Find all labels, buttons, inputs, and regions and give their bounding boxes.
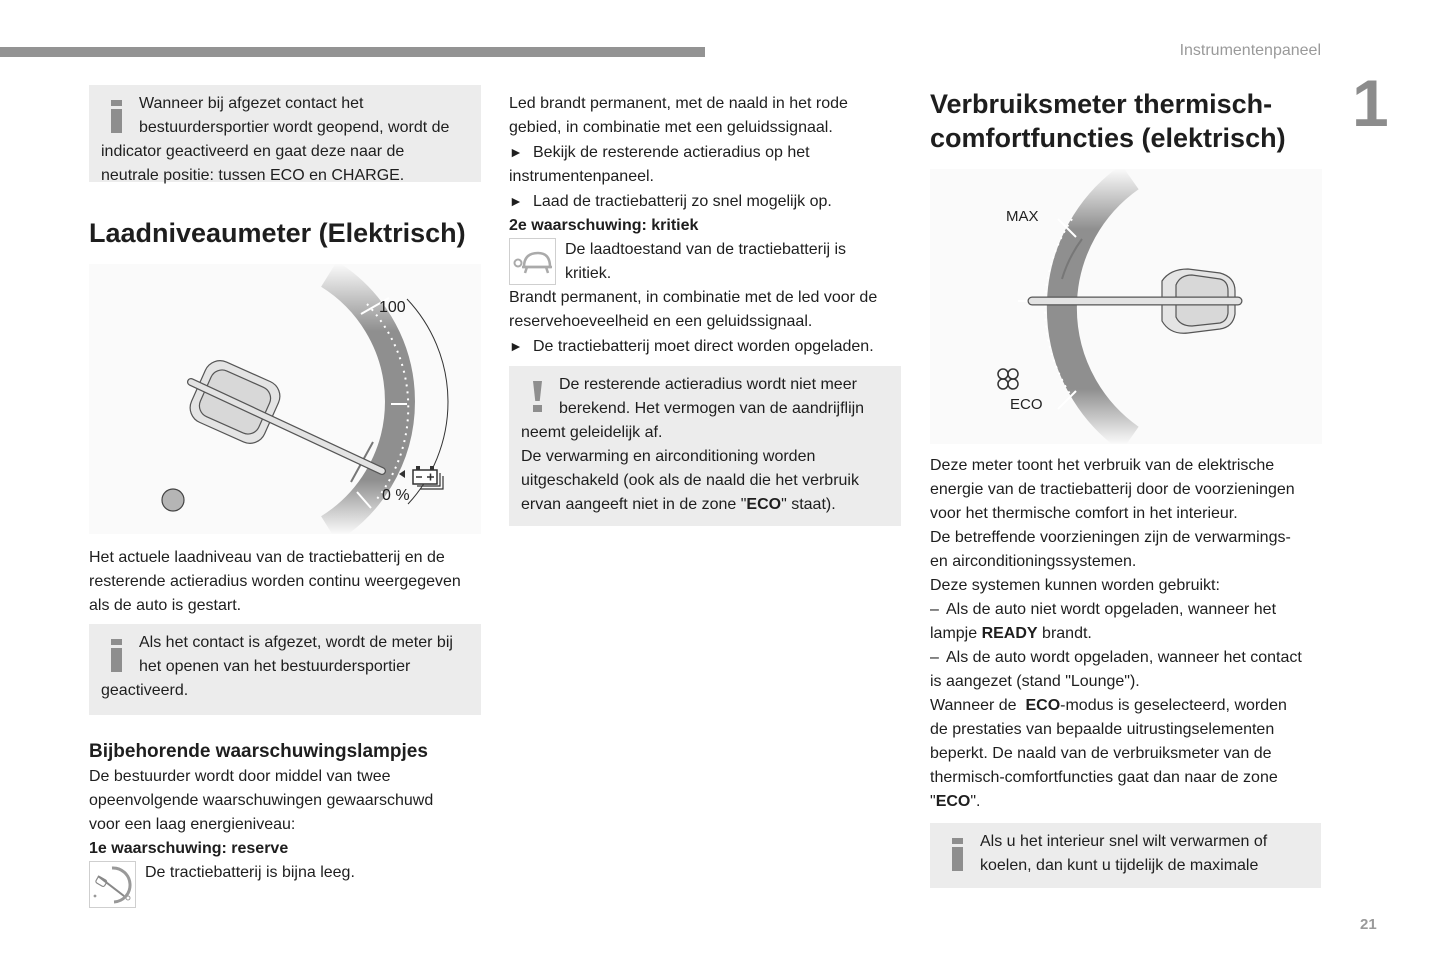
text-span: ". [970,793,981,810]
note-text [521,493,889,517]
gauge-label-eco: ECO [1010,396,1043,413]
thermal-gauge-illustration [930,169,1322,444]
note-text: Wanneer bij afgezet contact het [139,95,364,112]
note-text: neemt geleidelijk af. [521,424,663,441]
exclamation-icon [521,373,559,417]
bullet-text: De tractiebatterij moet direct worden opgeladen. [533,338,874,355]
body-text: De betreffende voorzieningen zijn de verwarmings- [930,529,1291,546]
warning-text: De tractiebatterij is bijna leeg. [145,864,355,881]
text-span: brandt. [1037,625,1092,642]
note-text: het openen van het bestuurdersportier [139,658,411,675]
dash-bullet: – [930,649,939,666]
ready-bold: READY [981,625,1038,642]
charge-paragraph [89,546,481,618]
body-text: Deze meter toont het verbruik van de elektrische [930,457,1275,474]
bullet-text: Bekijk de resterende actieradius op het [533,144,810,161]
running-header: Instrumentenpaneel [1179,42,1321,59]
body-text: Deze systemen kunnen worden gebruikt: [930,577,1220,594]
body-text: Led brandt permanent, met de naald in het rode [509,95,848,112]
body-text: de prestaties van bepaalde uitrustingselementen [930,721,1275,738]
thermal-paragraph [930,454,1322,814]
heading-line: comfortfuncties (elektrisch) [930,123,1286,153]
body-text: resterende actieradius worden continu weergegeven [89,573,461,590]
warning-2-row [509,238,901,286]
gauge-label-0: 0 % [382,487,410,504]
note-text: De resterende actieradius wordt niet meer [559,376,857,393]
charge-gauge-figure [89,264,481,534]
eco-bold: ECO [1025,697,1061,714]
warning-text: kritiek. [565,265,612,282]
body-text: is aangezet (stand "Lounge"). [930,673,1140,690]
bullet-item [509,140,901,165]
turtle-icon [509,238,556,285]
body-text: thermisch-comfortfuncties gaat dan naar de zone [930,769,1278,786]
gauge-label-100: 100 [379,299,406,316]
bullet-arrow-icon: ► [509,338,523,354]
text-span: Wanneer de [930,697,1026,714]
info-icon [942,830,980,874]
note-text: Als u het interieur snel wilt verwarmen of [980,833,1268,850]
dash-bullet: – [930,601,939,618]
text-span: ervan aangeeft niet in de zone " [521,496,747,513]
bullet-arrow-icon: ► [509,144,523,160]
note-text: berekend. Het vermogen van de aandrijflijn [559,400,865,417]
info-note-top [89,85,481,182]
body-text: en airconditioningssystemen. [930,553,1137,570]
body-text: reservehoeveelheid en een geluidssignaal. [509,313,813,330]
column-3 [930,85,1322,888]
note-text: geactiveerd. [101,682,189,699]
dash-item [930,598,1322,622]
body-text: beperkt. De naald van de verbruiksmeter van de [930,745,1272,762]
note-text: De verwarming en airconditioning worden [521,448,816,465]
eco-bold: ECO [935,793,971,810]
column-2 [509,92,901,526]
note-text: uitgeschakeld (ook als de naald die het verbruik [521,472,859,489]
body-text: instrumentenpaneel. [509,168,654,185]
eco-bold: ECO [746,496,782,513]
body-text: voor een laag energieniveau: [89,816,296,833]
body-text [930,622,1322,646]
text-span: -modus is geselecteerd, worden [1060,697,1287,714]
heading-line: Verbruiksmeter thermisch- [930,89,1273,119]
body-text: opeenvolgende waarschuwingen gewaarschuwd [89,792,434,809]
body-text: De bestuurder wordt door middel van twee [89,768,391,785]
body-text: Brandt permanent, in combinatie met de led voor de [509,289,878,306]
reserve-gauge-icon [89,861,136,908]
dash-text: Als de auto wordt opgeladen, wanneer het contact [946,649,1302,666]
dash-text: Als de auto niet wordt opgeladen, wanneer het [946,601,1277,618]
bullet-arrow-icon: ► [509,193,523,209]
body-text [930,790,1322,814]
subheading: Bijbehorende waarschuwingslampjes [89,741,428,762]
warning-1-row [89,861,481,909]
note-text: neutrale positie: tussen ECO en CHARGE. [101,167,405,184]
text-span: " staat). [781,496,836,513]
body-text: Het actuele laadniveau van de tractiebatterij en de [89,549,445,566]
page-number: 21 [1360,916,1377,933]
section-heading [930,87,1322,155]
info-icon [101,631,139,675]
note-text: Als het contact is afgezet, wordt de meter bij [139,634,453,651]
note-text: indicator geactiveerd en gaat deze naar de [101,143,405,160]
bullet-text: Laad de tractiebatterij zo snel mogelijk op. [533,193,832,210]
bullet-item [509,189,901,214]
section-heading: Laadniveaumeter (Elektrisch) [89,218,466,248]
body-text: als de auto is gestart. [89,597,242,614]
warning-note [509,366,901,526]
bullet-item [509,334,901,359]
body-text: voor het thermische comfort in het interieur. [930,505,1238,522]
warning-title: 2e waarschuwing: kritiek [509,217,699,234]
info-icon [101,92,139,136]
note-text: koelen, dan kunt u tijdelijk de maximale [980,857,1259,874]
info-note-mid [89,624,481,715]
charge-gauge-illustration [89,264,481,534]
indicator-led [162,489,184,511]
body-text: gebied, in combinatie met een geluidssignaal. [509,119,833,136]
header-bar [0,47,705,57]
column-1 [89,85,481,909]
warning-text: De laadtoestand van de tractiebatterij is [565,241,847,258]
note-text: bestuurdersportier wordt geopend, wordt de [139,119,450,136]
warning-title: 1e waarschuwing: reserve [89,840,289,857]
dash-item [930,646,1322,670]
thermal-gauge-figure [930,169,1322,444]
info-note-bottom [930,823,1321,888]
text-span: lampje [930,625,982,642]
body-text [930,694,1322,718]
text-span: " [930,793,936,810]
chapter-number: 1 [1352,66,1389,140]
gauge-label-max: MAX [1006,208,1039,225]
body-text: energie van de tractiebatterij door de voorzieningen [930,481,1295,498]
